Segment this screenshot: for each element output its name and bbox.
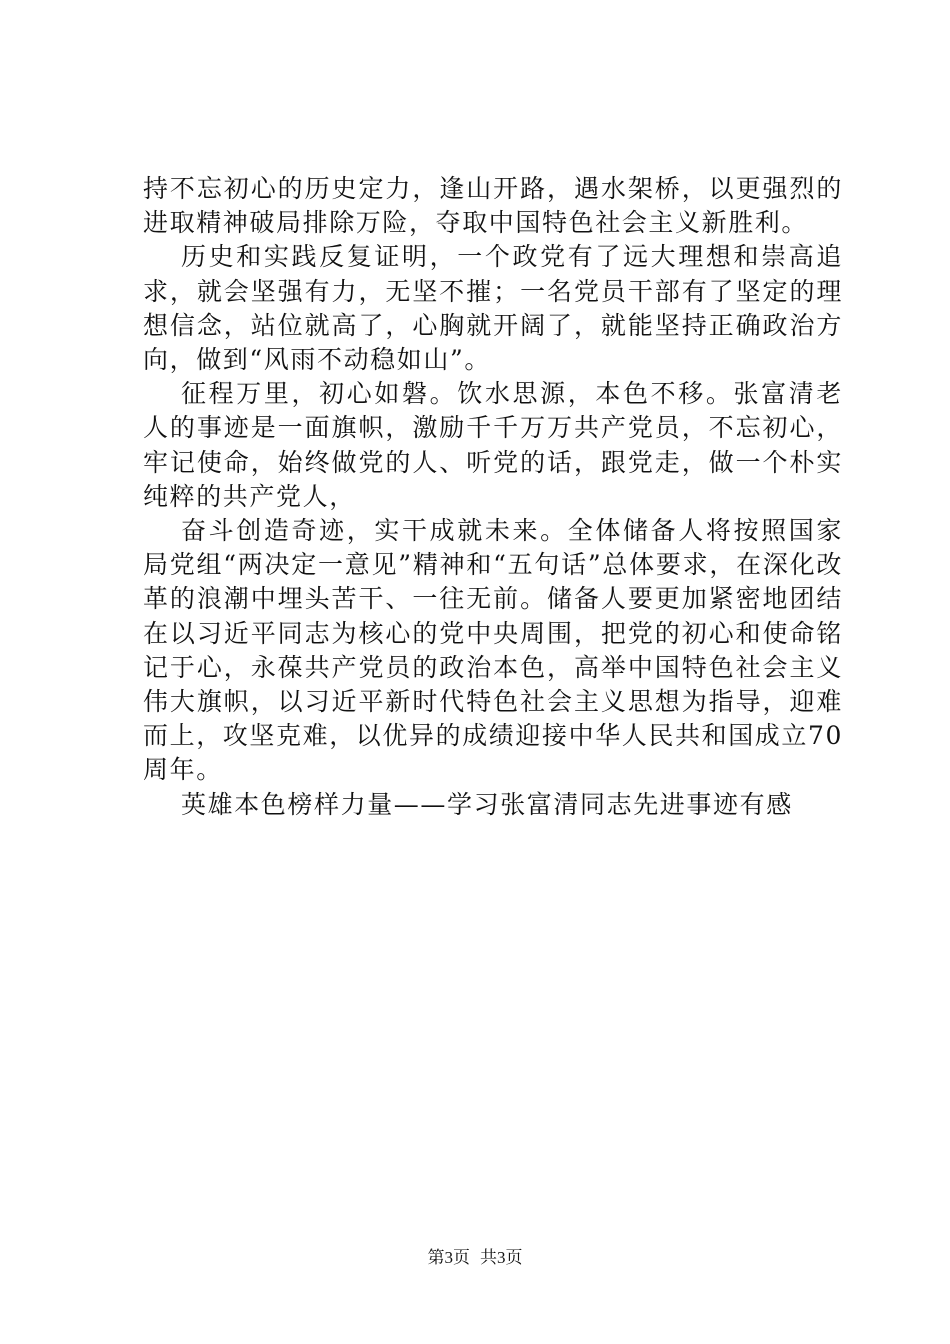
page-total: 共3页	[480, 1248, 523, 1267]
page-number: 第3页	[427, 1248, 470, 1267]
paragraph-history-practice: 历史和实践反复证明，一个政党有了远大理想和崇高追求，就会坚强有力，无坚不摧；一名党员干部有了坚定的理想信念，站位就高了，心胸就开阔了，就能坚持正确政治方向，做到“风雨不动稳如山”。	[143, 242, 843, 375]
paragraph-title-line: 英雄本色榜样力量——学习张富清同志先进事迹有感	[181, 789, 793, 819]
page-footer	[0, 1243, 950, 1268]
paragraph-struggle-creates-miracles: 奋斗创造奇迹，实干成就未来。全体储备人将按照国家局党组“两决定一意见”精神和“五句话”总体要求，在深化改革的浪潮中埋头苦干、一往无前。储备人要更加紧密地团结在以习近平同志为核心的党中央周围，把党的初心和使命铭记于心，永葆共产党员的政治本色，高举中国特色社会主义伟大旗帜，以习近平新时代特色社会主义思想为指导，迎难而上，攻坚克难，以优异的成绩迎接中华人民共和国成立70周年。	[143, 516, 844, 785]
paragraph-original-aspiration: 征程万里，初心如磐。饮水思源，本色不移。张富清老人的事迹是一面旗帜，激励千千万万共产党员，不忘初心，牢记使命，始终做党的人、听党的话，跟党走，做一个朴实纯粹的共产党人，	[143, 379, 843, 511]
document-body	[143, 172, 843, 822]
paragraph-continued: 持不忘初心的历史定力，逢山开路，遇水架桥，以更强烈的进取精神破局排除万险，夺取中国特色社会主义新胜利。	[143, 174, 843, 238]
